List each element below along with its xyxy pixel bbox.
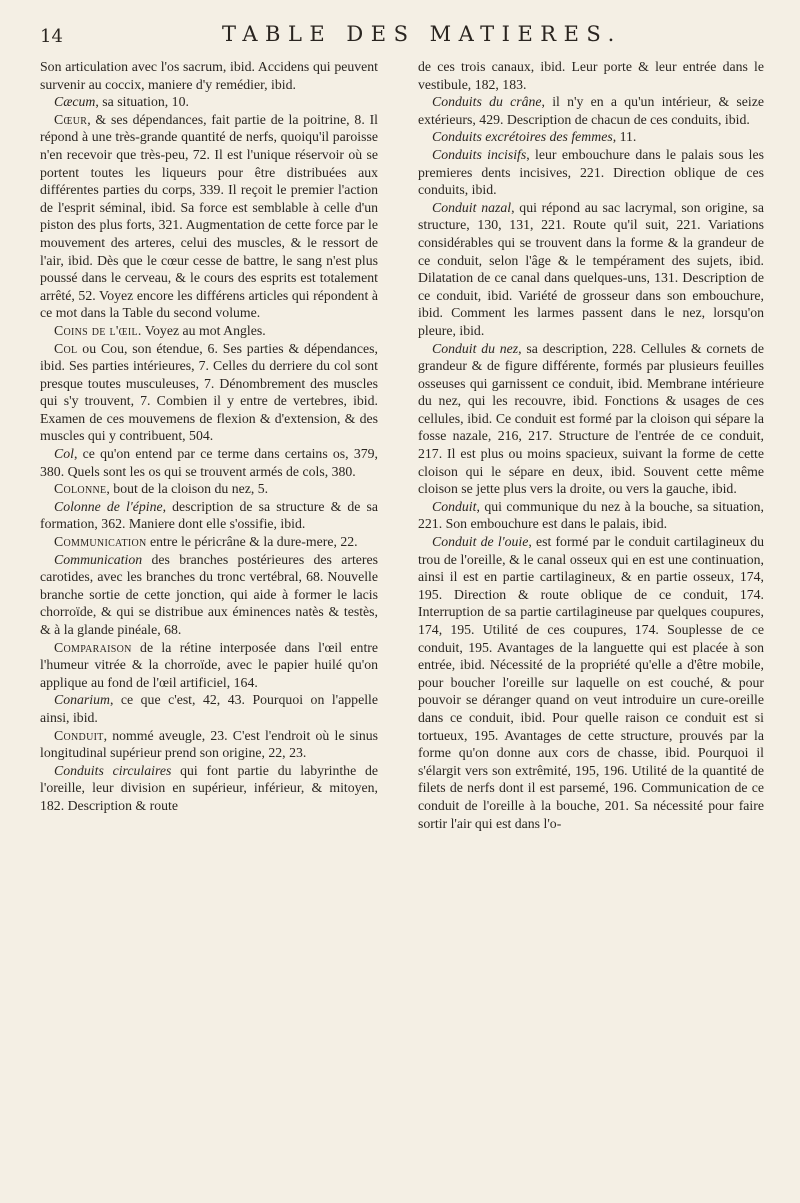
index-entry	[40, 93, 378, 111]
entry-headword: Communication	[54, 534, 147, 550]
entry-headword: Cæcum	[54, 94, 96, 110]
entry-headword: Coins de l'œil.	[54, 322, 142, 338]
entry-headword: Col	[54, 340, 78, 356]
entry-headword: Conduits circulaires	[54, 762, 172, 778]
entry-headword: Conduits excrétoires des femmes	[432, 129, 613, 145]
index-entry	[40, 691, 378, 726]
entry-text: ou Cou, son étendue, 6. Ses parties & dépendances, ibid. Ses parties intérieures, 7. Celles du derriere du col sont presque toutes musculeuses, 7. Dénombrement des muscles qui s'y trouvent, 7. Combien il y entre de vertebres, ibid. Examen de ces mouvemens de flexion & d'extension, & des muscles qui y contribuent, 504.	[40, 340, 378, 444]
index-entry	[418, 533, 764, 832]
page-header	[40, 22, 770, 56]
entry-headword: Conduit	[54, 727, 104, 743]
entry-text: entre le péricrâne & la dure-mere, 22.	[146, 534, 358, 550]
index-entry	[418, 340, 764, 498]
entry-text: , il n'y en a qu'un intérieur, & seize extérieurs, 429. Description de chacun de ces conduits, ibid.	[418, 94, 764, 127]
index-entry	[40, 533, 378, 551]
entry-text: , qui répond au sac lacrymal, son origine, sa structure, 130, 131, 221. Route qu'il suit, 221. Variations considérables qui se trouvent dans la forme & la grandeur de ce conduit, selon l'âge & le tempérament des sujets, ibid. Dilatation de ce canal dans quelques-uns, 131. Description de ce conduit, ibid. Variété de grosseur dans son embouchure, ibid. Comment les larmes passent dans le nez, lorsqu'on pleure, ibid.	[418, 199, 764, 338]
left-column	[40, 58, 378, 815]
entry-text: , 11.	[612, 129, 637, 145]
entry-headword: Communication	[54, 551, 143, 567]
index-entry	[418, 199, 764, 340]
index-entry	[418, 498, 764, 533]
entry-text: , bout de la cloison du nez, 5.	[106, 481, 269, 497]
entry-headword: Comparaison	[54, 639, 132, 655]
entry-headword: Conduit	[432, 498, 477, 514]
index-entry	[418, 93, 764, 128]
index-entry	[40, 551, 378, 639]
entry-text: , description de sa structure & de sa formation, 362. Maniere dont elle s'ossifie, ibid.	[40, 498, 378, 532]
entry-text: des branches postérieures des arteres carotides, avec les branches du tronc vertébral, 68. Nouvelle branche sortie de cette jonction, qui aide à former le lacis chorroïde, & qui se distribue aux éminences natès & testès, & à la glande pinéale, 68.	[40, 551, 378, 637]
entry-text: , ce qu'on entend par ce terme dans certains os, 379, 380. Quels sont les os qui se trouvent armés de cols, 380.	[40, 446, 378, 479]
index-entry	[418, 128, 764, 146]
entry-text: , est formé par le conduit cartilagineux du trou de l'oreille, & le canal osseux qui en est une continuation, ainsi il est en partie cartilagineux, & en partie osseux, 174, 195. Direction & route oblique de ce conduit, 174. Interruption de sa partie cartilagineuse par quelques coupures, 174, 195. Utilité de ces coupures, 174. Souplesse de ce conduit, 195. Avantages de la languette qui est placée à son entrée, ibid. Nécessité de la propriété qu'elle a d'être mobile, pour boucher l'oreille sur laquelle on est couché, & pour pouvoir se déranger quand on veut introduire un cure-oreille dans ce conduit, ibid. Pour quelle raison ce conduit est si tortueux, 195. Avantages de cette structure, prouvés par la forme qu'on donne aux cors de chasse, ibid. Pourquoi il s'élargit vers son extrêmité, 195, 196. Utilité de la quantité de filets de nerfs dont il est parsemé, 196. Communication de ce conduit de l'oreille à la bouche, 201. Sa nécessité pour faire sortir l'air qui est dans l'o-	[418, 534, 764, 831]
entry-text: , sa description, 228. Cellules & cornets de grandeur & de figure différente, formés par plusieurs feuilles osseuses qui garnissent ce conduit, ibid. Membrane intérieure du nez, qui les recouvre, ibid. Fonctions & usages de ces cellules, ibid. Ce conduit est formé par la cloison qui sépare la fosse nazale, 216, 217. Structure de l'entrée de ce conduit, 217. Il est plus ou moins spacieux, suivant la forme de cette cloison qui le sépare en deux, ibid. Souvent cette même cloison se jette plus vers la droite, ou vers la gauche, ibid.	[418, 340, 764, 497]
entry-headword: Conduit nazal	[432, 199, 512, 215]
index-entry	[418, 58, 764, 93]
index-entry	[40, 498, 378, 533]
entry-text: , ce que c'est, 42, 43. Pourquoi on l'appelle ainsi, ibid.	[40, 692, 378, 725]
index-entry	[40, 340, 378, 446]
entry-headword: Conduit de l'ouie	[432, 534, 529, 550]
entry-text: Voyez au mot Angles.	[141, 322, 266, 338]
entry-text: , & ses dépendances, fait partie de la poitrine, 8. Il répond à une très-grande quantité de nerfs, quoiqu'il paroisse n'en recevoir que très-peu, 72. Il est l'unique réservoir où se portent toutes les liqueurs pour être distribuées aux différentes parties du corps, 339. Il reçoit le premier l'action de l'esprit séminal, ibid. Sa force est semblable à celle d'un piston des plus forts, 321. Augmentation de cette force par le mouvement des arteres, celui des muscles, & le ressort de l'air, ibid. Dès que le cœur cesse de battre, le sang n'est plus poussé dans le cerveau, & le cours des esprits est totalement arrêté, 52. Voyez encore les différens articles qui répondent à ce mot dans la Table du second volume.	[40, 111, 378, 321]
index-entry	[40, 727, 378, 762]
right-column	[418, 58, 764, 832]
entry-headword: Col	[54, 446, 74, 462]
index-entry	[40, 762, 378, 815]
entry-text: de ces trois canaux, ibid. Leur porte & leur entrée dans le vestibule, 182, 183.	[418, 59, 764, 92]
entry-headword: Conduits du crâne	[432, 94, 542, 110]
index-entry	[40, 322, 378, 340]
index-entry	[40, 480, 378, 498]
entry-text: , qui communique du nez à la bouche, sa situation, 221. Son embouchure est dans le palais, ibid.	[418, 498, 764, 532]
entry-text: , nommé aveugle, 23. C'est l'endroit où le sinus longitudinal supérieur prend son origine, 22, 23.	[40, 727, 378, 761]
running-title: TABLE DES MATIERES.	[222, 22, 622, 46]
entry-headword: Cœur	[54, 111, 88, 127]
entry-headword: Colonne de l'épine	[54, 498, 163, 514]
entry-text: , leur embouchure dans le palais sous les premieres dents incisives, 221. Direction oblique de ces conduits, ibid.	[418, 146, 764, 198]
entry-text: qui font partie du labyrinthe de l'oreille, leur division en supérieur, inférieur, & mitoyen, 182. Description & route	[40, 762, 378, 813]
entry-text: Son articulation avec l'os sacrum, ibid. Accidens qui peuvent survenir au coccix, maniere d'y remédier, ibid.	[40, 59, 378, 92]
index-entry	[40, 639, 378, 692]
index-entry	[418, 146, 764, 199]
entry-text: , sa situation, 10.	[95, 94, 189, 110]
page-number: 14	[40, 26, 63, 47]
entry-headword: Conduit du nez	[432, 340, 519, 356]
entry-headword: Conarium	[54, 692, 110, 708]
entry-headword: Colonne	[54, 481, 107, 497]
entry-text: de la rétine interposée dans l'œil entre l'humeur vitrée & la chorroïde, avec le papier huilé qu'on applique au fond de l'œil artificiel, 164.	[40, 639, 378, 690]
index-entry	[40, 58, 378, 93]
index-entry	[40, 445, 378, 480]
index-entry	[40, 111, 378, 322]
entry-headword: Conduits incisifs	[432, 146, 527, 162]
